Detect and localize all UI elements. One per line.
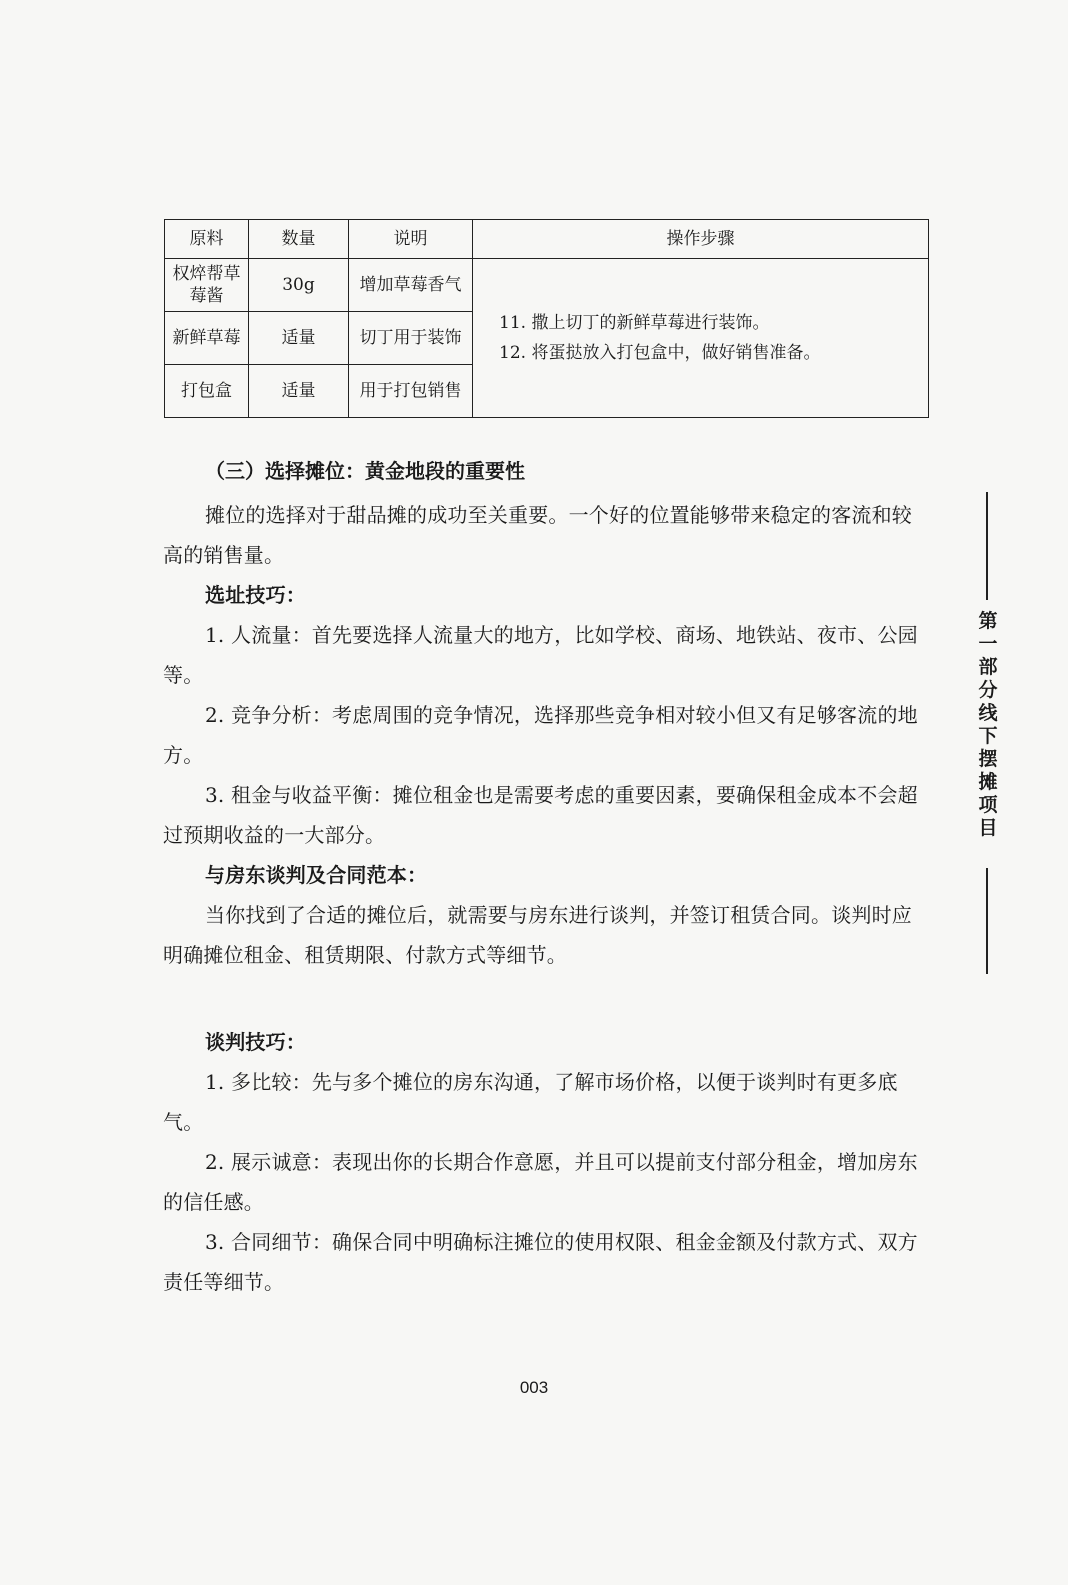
landlord-heading: 与房东谈判及合同范本： (205, 863, 428, 887)
negotiation-heading: 谈判技巧： (205, 1030, 306, 1054)
table-cell-note: 增加草莓香气 (349, 259, 473, 312)
side-divider-top (986, 492, 988, 600)
table-header-steps: 操作步骤 (473, 220, 929, 259)
table-cell-material: 打包盒 (165, 365, 249, 418)
table-cell-material: 权焠帮草莓酱 (165, 259, 249, 312)
side-divider-bottom (986, 868, 988, 974)
table-cell-quantity: 适量 (249, 312, 349, 365)
landlord-text: 当你找到了合适的摊位后，就需要与房东进行谈判，并签订租赁合同。谈判时应明确摊位租金、租赁期限、付款方式等细节。 (163, 903, 912, 967)
table-cell-quantity: 适量 (249, 365, 349, 418)
table-cell-note: 用于打包销售 (349, 365, 473, 418)
negotiation-item: 2. 展示诚意：表现出你的长期合作意愿，并且可以提前支付部分租金，增加房东的信任感。 (163, 1150, 918, 1214)
side-section-label: 第一部分 线下摆摊项目 (978, 610, 998, 839)
page-number: 003 (519, 1378, 549, 1397)
site-tips-heading: 选址技巧： (205, 583, 306, 607)
negotiation-item: 1. 多比较：先与多个摊位的房东沟通，了解市场价格，以便于谈判时有更多底气。 (163, 1070, 898, 1134)
table-cell-material: 新鲜草莓 (165, 312, 249, 365)
intro-paragraph (163, 495, 930, 575)
table-header-material: 原料 (165, 220, 249, 259)
table-header-quantity: 数量 (249, 220, 349, 259)
ingredients-table (164, 219, 929, 418)
step-11: 11. 撒上切丁的新鲜草莓进行装饰。 (499, 313, 770, 333)
table-header-row (165, 220, 929, 259)
site-tip-item: 3. 租金与收益平衡：摊位租金也是需要考虑的重要因素，要确保租金成本不会超过预期收益的一大部分。 (163, 783, 918, 847)
site-tips-block (163, 575, 930, 975)
negotiation-item: 3. 合同细节：确保合同中明确标注摊位的使用权限、租金金额及付款方式、双方责任等细节。 (163, 1230, 918, 1294)
step-12: 12. 将蛋挞放入打包盒中，做好销售准备。 (499, 343, 821, 363)
table-cell-note: 切丁用于装饰 (349, 312, 473, 365)
intro-text: 摊位的选择对于甜品摊的成功至关重要。一个好的位置能够带来稳定的客流和较高的销售量。 (163, 503, 912, 567)
table-cell-quantity: 30g (249, 259, 349, 312)
site-tip-item: 2. 竞争分析：考虑周围的竞争情况，选择那些竞争相对较小但又有足够客流的地方。 (163, 703, 918, 767)
table-row (165, 259, 929, 312)
negotiation-block (163, 1022, 930, 1302)
section-title: （三）选择摊位：黄金地段的重要性 (205, 459, 525, 483)
table-header-note: 说明 (349, 220, 473, 259)
site-tip-item: 1. 人流量：首先要选择人流量大的地方，比如学校、商场、地铁站、夜市、公园等。 (163, 623, 918, 687)
table-cell-steps (473, 259, 929, 418)
